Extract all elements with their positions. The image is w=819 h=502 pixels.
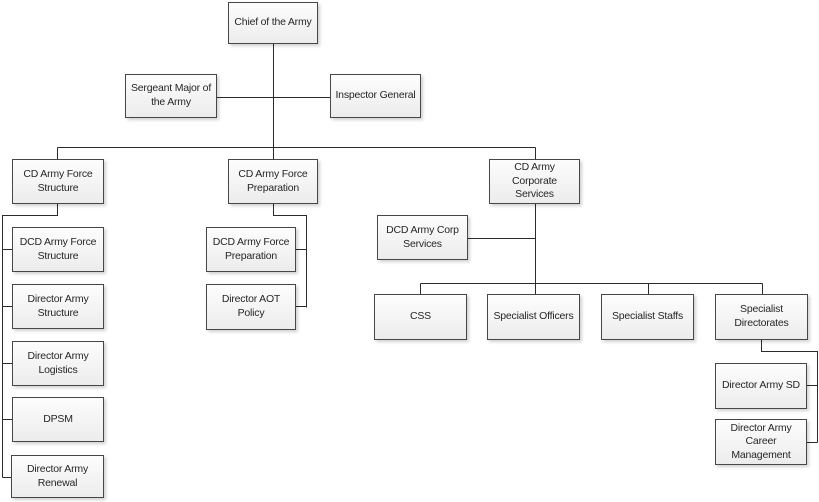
org-node-label: Specialist Staffs — [611, 310, 684, 323]
org-node-dcd-army-corp-services — [377, 215, 468, 260]
org-node-label: Inspector General — [335, 89, 416, 102]
org-node-director-aot-policy — [206, 284, 296, 330]
org-node-label: Director Army Career Management — [730, 421, 792, 461]
org-node-inspector-general — [330, 74, 421, 118]
org-node-label: DPSM — [43, 412, 73, 425]
org-node-dcd-army-force-preparation — [206, 227, 296, 272]
org-node-label: Director Army SD — [722, 379, 800, 392]
org-node-label: Director Army Structure — [27, 292, 89, 319]
org-node-specialist-directorates — [715, 294, 808, 340]
org-node-label: CD Army Corporate Services — [512, 161, 557, 201]
org-node-director-army-career-management — [715, 419, 807, 465]
org-node-chief-of-the-army — [228, 2, 318, 44]
org-node-label: Director Army Logistics — [27, 349, 89, 376]
org-node-label: Sergeant Major of the Army — [130, 82, 212, 108]
org-node-cd-army-corporate-services — [489, 159, 580, 204]
org-node-cd-army-force-structure — [12, 159, 104, 204]
org-node-label: DCD Army Force Structure — [19, 235, 97, 262]
org-node-dcd-army-force-structure — [12, 227, 104, 272]
org-node-label: CSS — [410, 310, 431, 323]
org-node-label: DCD Army Corp Services — [386, 223, 459, 250]
org-node-label: Specialist Officers — [493, 310, 574, 323]
org-node-label: Director AOT Policy — [221, 293, 281, 319]
org-node-director-army-sd — [715, 363, 807, 409]
org-node-director-army-renewal — [11, 455, 104, 498]
org-node-label: Director Army Renewal — [27, 462, 88, 489]
org-node-label: DCD Army Force Preparation — [212, 235, 290, 262]
org-node-cd-army-force-preparation — [228, 159, 318, 204]
org-node-sergeant-major-of-the-army — [125, 74, 217, 118]
org-node-css — [374, 294, 467, 340]
org-node-director-army-structure — [12, 284, 104, 329]
org-node-label: CD Army Force Structure — [23, 167, 93, 194]
org-node-label: Chief of the Army — [234, 16, 312, 29]
org-node-specialist-staffs — [601, 294, 694, 340]
org-node-dpsm — [12, 397, 104, 442]
org-node-specialist-officers — [487, 294, 580, 340]
org-node-label: CD Army Force Preparation — [238, 167, 308, 194]
org-node-label: Specialist Directorates — [734, 303, 789, 329]
org-node-director-army-logistics — [12, 341, 104, 386]
